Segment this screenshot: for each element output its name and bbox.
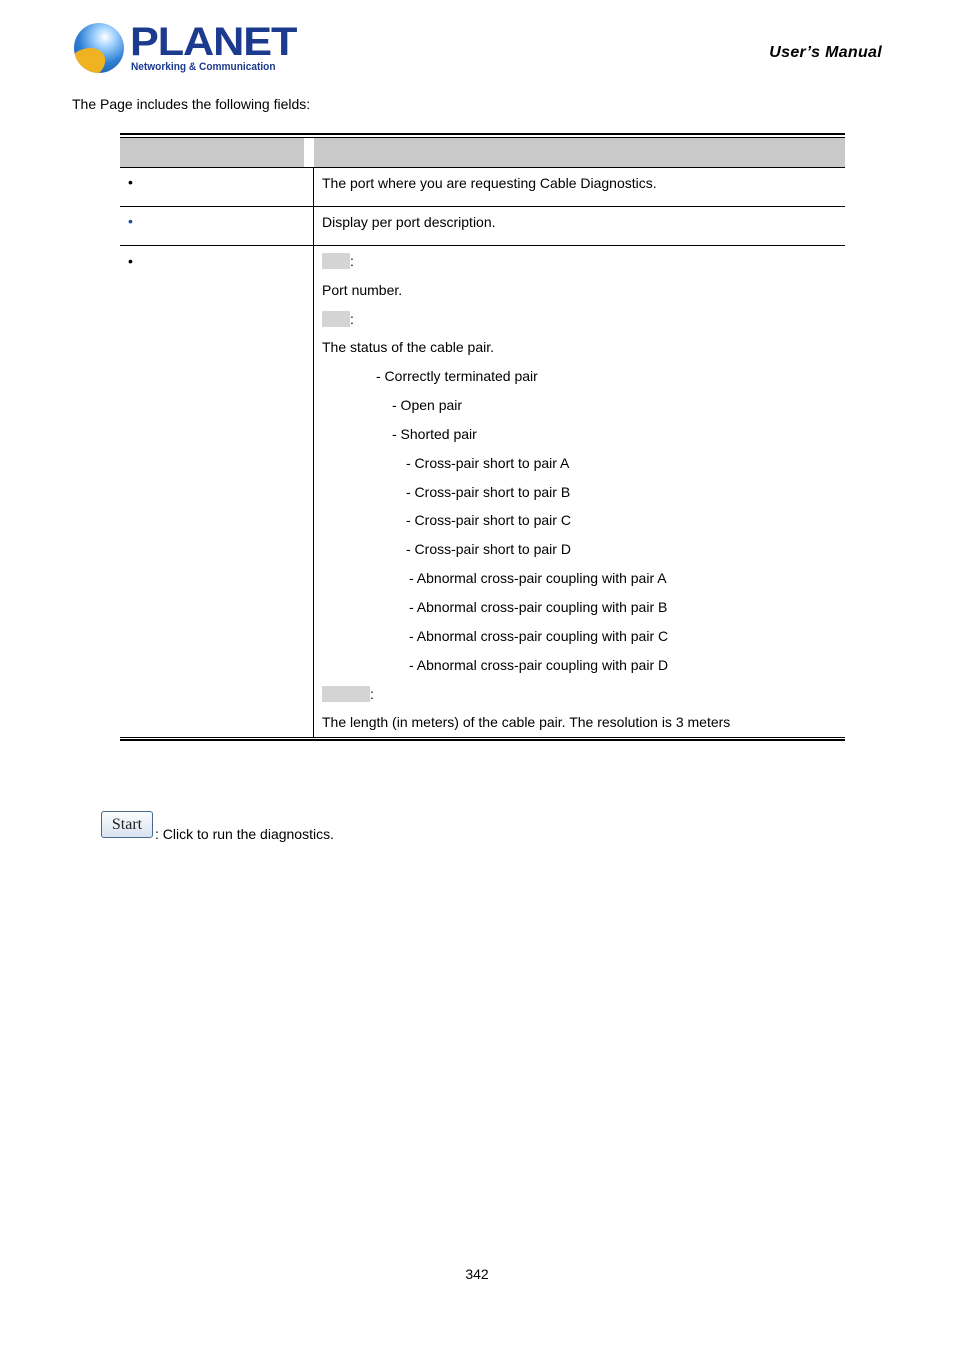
planet-logo — [74, 20, 297, 76]
subfield-length-label: : — [322, 686, 374, 702]
table-row — [120, 168, 845, 207]
start-button[interactable]: Start — [101, 811, 153, 838]
field-name-highlight — [322, 686, 370, 702]
status-item: - Abnormal cross-pair coupling with pair D — [409, 657, 669, 673]
subfield-pair-desc: The status of the cable pair. — [322, 339, 494, 355]
manual-label: User’s Manual — [769, 44, 882, 61]
table-bottom-rule-outer — [120, 739, 845, 741]
status-item: - Abnormal cross-pair coupling with pair C — [409, 628, 669, 644]
logo-wordmark: PLANET — [130, 20, 297, 64]
table-row — [120, 207, 845, 246]
description-cell — [314, 207, 845, 245]
page-number: 342 — [465, 1266, 489, 1282]
field-name-highlight — [322, 253, 350, 269]
table-bottom-rule — [120, 737, 845, 738]
status-item: - Abnormal cross-pair coupling with pair A — [409, 570, 667, 586]
bullet: • — [128, 174, 133, 190]
status-item: - Open pair — [392, 397, 463, 413]
status-item: - Cross-pair short to pair C — [406, 512, 571, 528]
subfield-length-desc: The length (in meters) of the cable pair. The resolution is 3 meters — [322, 714, 731, 730]
status-item: - Abnormal cross-pair coupling with pair B — [409, 599, 668, 615]
subfield-pair-label: : — [322, 311, 354, 327]
intro-text: The Page includes the following fields: — [72, 96, 311, 112]
table-header — [120, 138, 845, 168]
description-cell — [314, 168, 845, 206]
logo-tagline: Networking & Communication — [131, 61, 276, 73]
row-description: Display per port description. — [322, 214, 496, 230]
object-cell — [120, 207, 314, 245]
status-item: - Correctly terminated pair — [376, 368, 538, 384]
status-item: - Cross-pair short to pair D — [406, 541, 571, 557]
table-top-rule — [120, 133, 845, 135]
bullet: • — [128, 213, 133, 229]
bullet: • — [128, 253, 133, 269]
status-item: - Shorted pair — [392, 426, 477, 442]
subfield-port-label: : — [322, 253, 354, 269]
row-description: The port where you are requesting Cable Diagnostics. — [322, 175, 657, 191]
status-item: - Cross-pair short to pair B — [406, 484, 571, 500]
status-item: - Cross-pair short to pair A — [406, 455, 570, 471]
object-cell — [120, 168, 314, 206]
object-cell — [120, 246, 314, 737]
subfield-port-desc: Port number. — [322, 282, 403, 298]
header-cell-object — [120, 138, 304, 167]
header-cell-description — [314, 138, 845, 167]
description-cell — [314, 246, 845, 737]
field-name-highlight — [322, 311, 350, 327]
table-row — [120, 246, 845, 737]
globe-icon — [74, 23, 124, 73]
start-description: : Click to run the diagnostics. — [155, 826, 334, 842]
fields-table — [120, 133, 845, 741]
